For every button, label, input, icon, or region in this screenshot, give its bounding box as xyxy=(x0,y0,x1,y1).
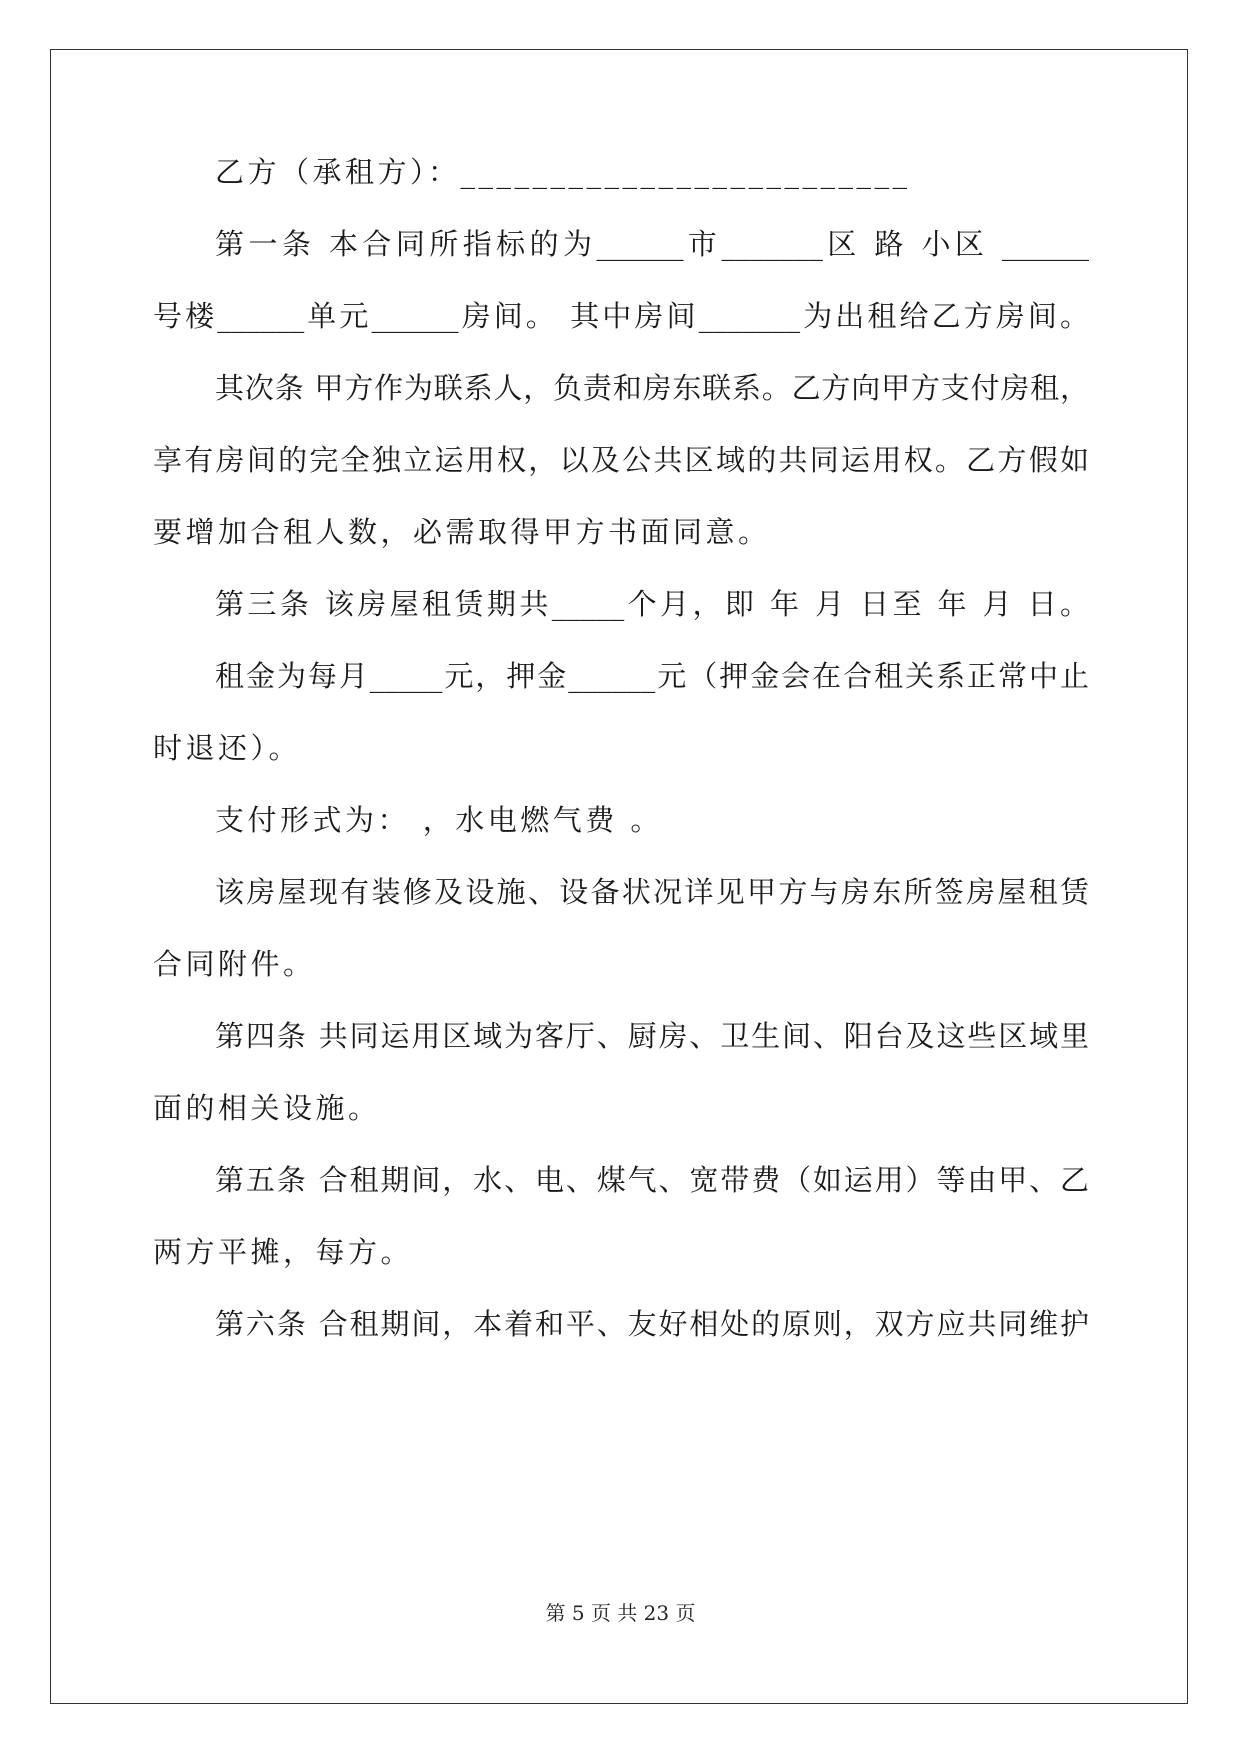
text-line: 享有房间的完全独立运用权，以及公共区域的共同运用权。乙方假如 xyxy=(153,443,1089,477)
text-line: 面的相关设施。 xyxy=(153,1091,381,1125)
text-line: 乙方（承租方）：_________________________ xyxy=(215,155,911,189)
text-line: 第六条 合租期间，本着和平、友好相处的原则，双方应共同维护 xyxy=(215,1307,1089,1341)
text-line: 支付形式为： ，水电燃气费 。 xyxy=(215,803,663,837)
text-line: 第四条 共同运用区域为客厅、厨房、卫生间、阳台及这些区域里 xyxy=(215,1019,1089,1053)
page-number-footer: 第 5 页 共 23 页 xyxy=(545,1601,696,1625)
text-line: 号楼______单元______房间。 其中房间_______为出租给乙方房间。 xyxy=(153,299,1089,333)
text-line: 时退还）。 xyxy=(153,731,302,765)
text-line: 租金为每月_____元，押金______元（押金会在合租关系正常中止 xyxy=(215,659,1089,693)
text-line: 其次条 甲方作为联系人，负责和房东联系。乙方向甲方支付房租， xyxy=(215,371,1089,405)
text-line: 第三条 该房屋租赁期共_____个月，即 年 月 日至 年 月 日。 xyxy=(215,587,1089,621)
text-line: 第五条 合租期间，水、电、煤气、宽带费（如运用）等由甲、乙 xyxy=(215,1163,1089,1197)
text-line: 两方平摊，每方。 xyxy=(153,1235,414,1269)
text-line: 该房屋现有装修及设施、设备状况详见甲方与房东所签房屋租赁 xyxy=(215,875,1089,909)
text-line: 第一条 本合同所指标的为______市_______区 路 小区 ______ xyxy=(215,227,1089,261)
text-line: 要增加合租人数，必需取得甲方书面同意。 xyxy=(153,515,771,549)
text-line: 合同附件。 xyxy=(153,947,316,981)
